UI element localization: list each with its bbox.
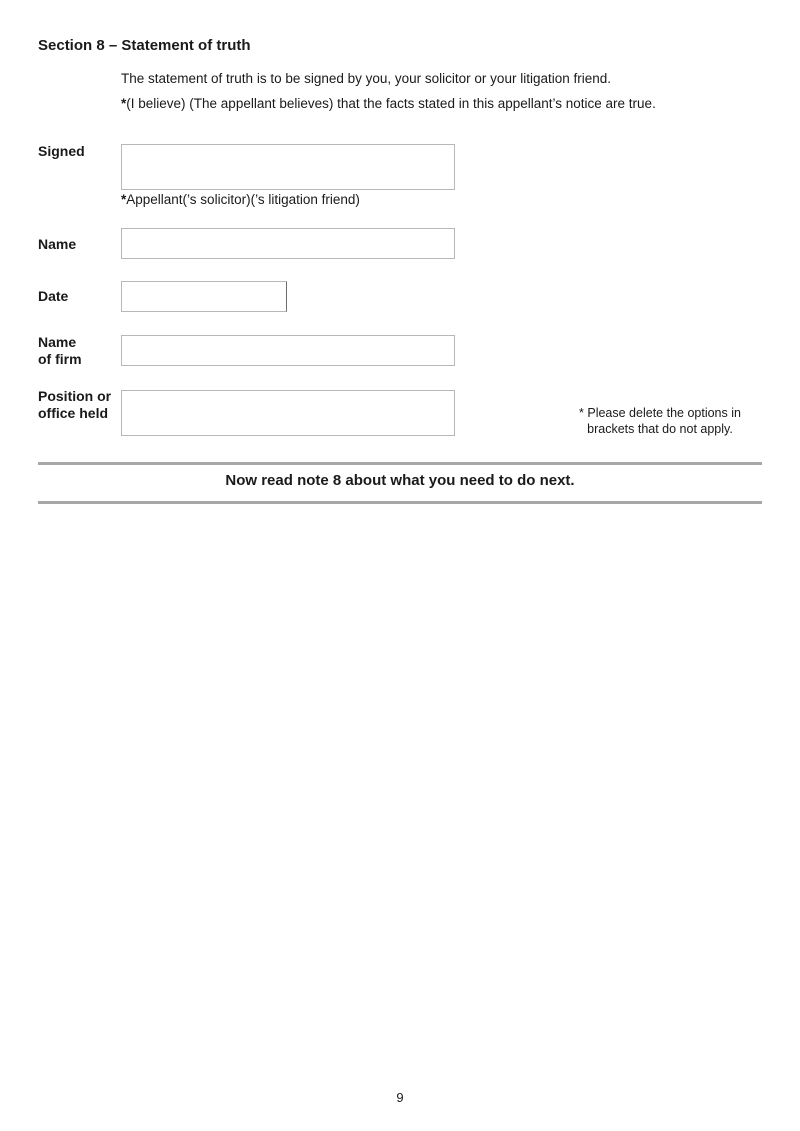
position-field[interactable] bbox=[121, 390, 455, 436]
signatory-options bbox=[121, 192, 360, 207]
divider-bottom bbox=[38, 501, 762, 504]
deletion-note bbox=[560, 405, 760, 437]
position-label bbox=[38, 388, 111, 422]
belief-statement-text: (I believe) (The appellant believes) that the facts stated in this appellant’s notice are true. bbox=[126, 96, 656, 111]
position-label-line2: office held bbox=[38, 405, 109, 421]
signatory-options-text: Appellant(’s solicitor)(’s litigation friend) bbox=[126, 192, 360, 207]
divider-top bbox=[38, 462, 762, 465]
date-field[interactable] bbox=[121, 281, 287, 312]
signature-field[interactable] bbox=[121, 144, 455, 190]
deletion-note-line1: * Please delete the options in bbox=[579, 406, 741, 420]
date-label: Date bbox=[38, 288, 69, 304]
section-title: Section 8 – Statement of truth bbox=[38, 37, 251, 54]
page-number: 9 bbox=[396, 1090, 404, 1105]
belief-statement bbox=[121, 95, 656, 113]
firm-label-line1: Name bbox=[38, 334, 77, 350]
firm-label-line2: of firm bbox=[38, 351, 82, 367]
intro-text: The statement of truth is to be signed by you, your solicitor or your litigation friend. bbox=[121, 71, 611, 86]
name-field[interactable] bbox=[121, 228, 455, 259]
firm-name-field[interactable] bbox=[121, 335, 455, 366]
asterisk-marker: * bbox=[121, 96, 127, 111]
position-label-line1: Position or bbox=[38, 388, 112, 404]
asterisk-marker: * bbox=[121, 192, 127, 207]
signed-label: Signed bbox=[38, 143, 85, 159]
next-step-banner: Now read note 8 about what you need to do next. bbox=[225, 472, 575, 489]
deletion-note-line2: brackets that do not apply. bbox=[587, 422, 733, 436]
name-label: Name bbox=[38, 236, 77, 252]
firm-label bbox=[38, 334, 82, 368]
